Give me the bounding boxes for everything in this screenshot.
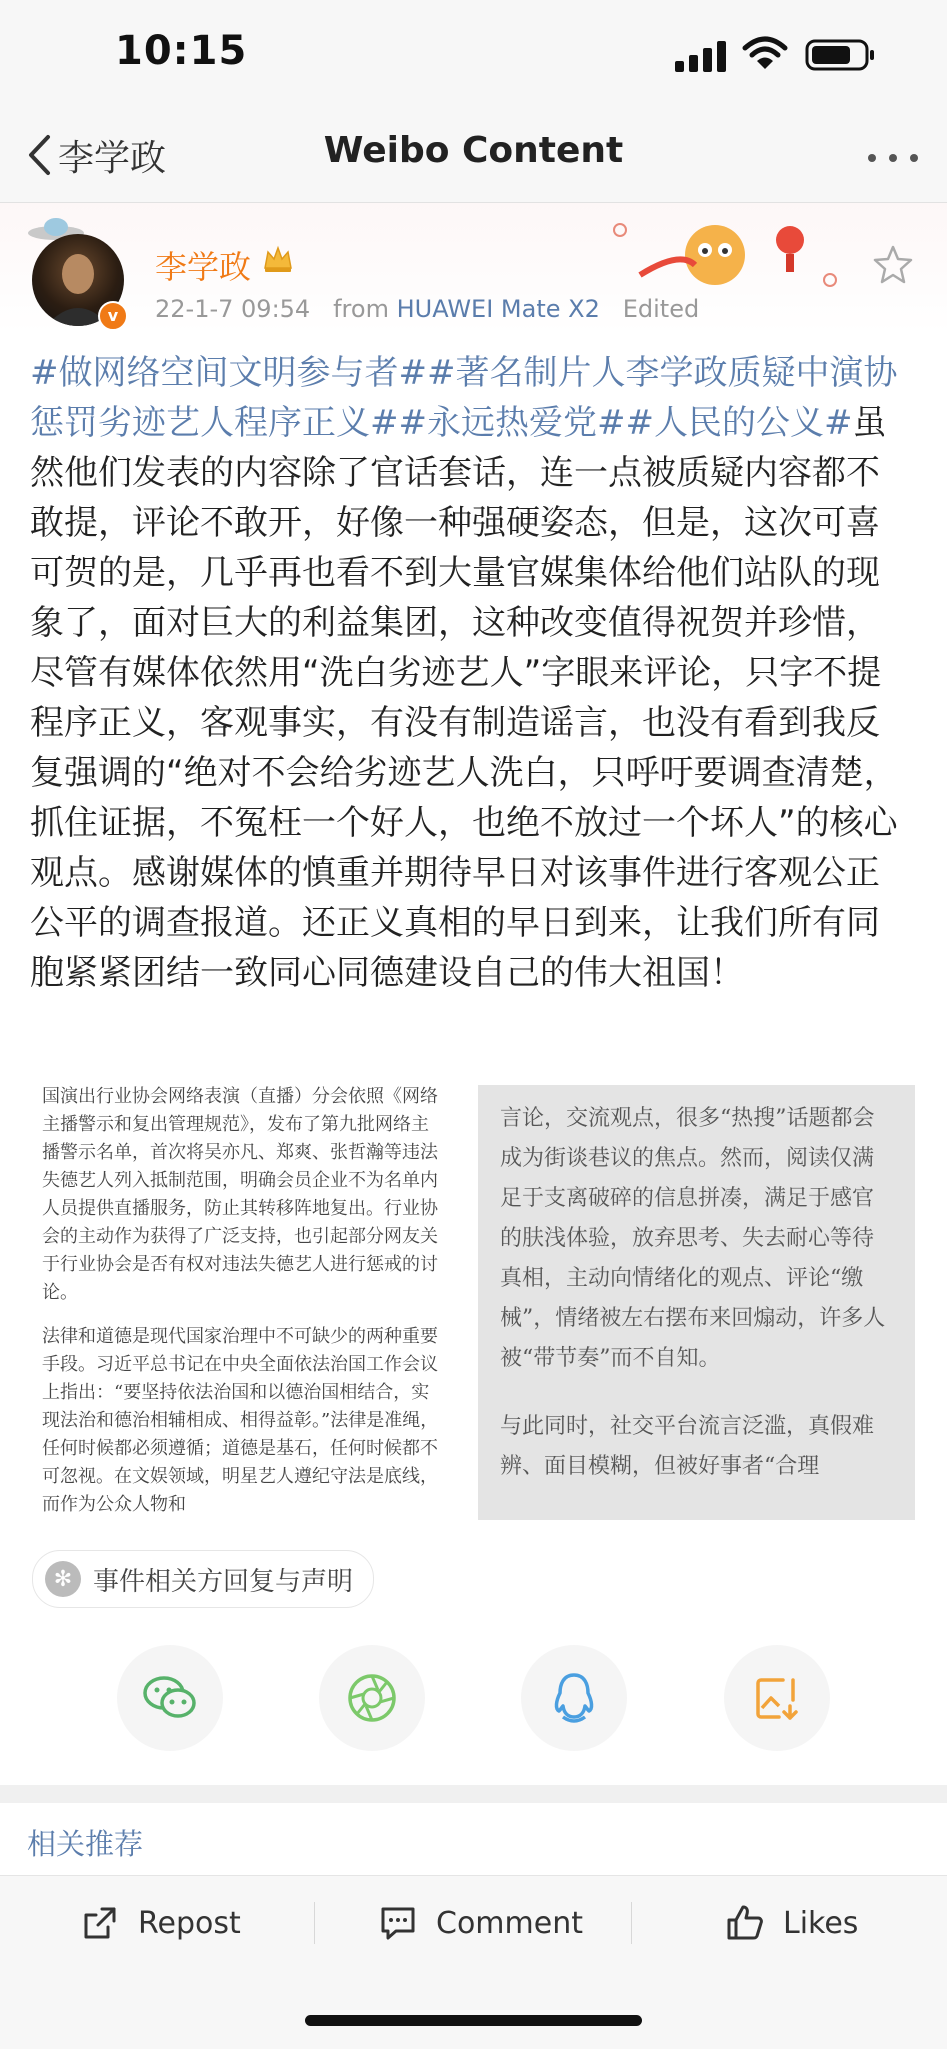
topic-chip[interactable] [32,1550,374,1608]
battery-icon [805,38,877,76]
section-divider [0,1785,947,1803]
home-indicator [305,2015,642,2026]
repost-label: Repost [138,1905,241,1941]
wechat-icon [142,1673,198,1723]
signal-icon [675,40,731,72]
author-name[interactable]: 李学政 [155,248,252,286]
like-button[interactable] [725,1898,858,1948]
post-body: 虽然他们发表的内容除了官话套话，连一点被质疑内容都不敢提，评论不敢开，好像一种强硬姿态，但是，这次可喜可贺的是，几乎再也看不到大量官媒集体给他们站队的现象了，面对巨大的利益集团，这种改变值得祝贺并珍惜，尽管有媒体依然用“洗白劣迹艺人”字眼来评论，只字不提程序正义，客观事实，有没有制造谣言，也没有看到我反复强调的“绝对不会给劣迹艺人洗白，只呼吁要调查清楚，抓住证据，不冤枉一个好人，也绝不放过一个坏人”的核心观点。感谢媒体的慎重并期待早日对该事件进行客观公正公平的调查报道。还正义真相的早日到来，让我们所有同胞紧紧团结一致同心同德建设自己的伟大祖国！ [30,403,898,993]
image-text-left-p2: 法律和道德是现代国家治理中不可缺少的两种重要手段。习近平总书记在中央全面依法治国工作会议上指出：“要坚持依法治国和以德治国相结合，实现法治和德治相辅相成、相得益彰。”法律是准绳，任何时候都必须遵循；道德是基石，任何时候都不可忽视。在文娱领域，明星艺人遵纪守法是底线，而作为公众人物和 [42,1326,439,1515]
likes-label: Likes [783,1905,859,1941]
comment-label: Comment [436,1905,583,1941]
repost-icon [80,1903,120,1943]
back-label[interactable]: 李学政 [58,138,167,179]
image-text-right-p1: 言论，交流观点，很多“热搜”话题都会成为街谈巷议的焦点。然而，阅读仅满足于支离破碎的信息拼凑，满足于感官的肤浅体验，放弃思考、失去耐心等待真相，主动向情绪化的观点、评论“缴械”，情绪被左右摆布来回煽动，许多人被“带节奏”而不自知。 [500,1106,886,1371]
toolbar-separator [631,1902,632,1944]
thumbs-up-icon [725,1903,765,1943]
post-text [30,348,910,998]
comment-button[interactable] [378,1898,583,1948]
star-icon[interactable] [873,244,913,294]
moments-aperture-icon [346,1672,398,1724]
verified-badge-icon: v [98,301,128,331]
share-qq-button[interactable] [521,1645,627,1751]
image-text-right-p2: 与此同时，社交平台流言泛滥，真假难辨、面目模糊，但被好事者“合理 [500,1414,875,1479]
qq-penguin-icon [551,1671,597,1725]
post-timestamp: 22-1-7 09:54 [155,295,311,323]
share-moments-button[interactable] [319,1645,425,1751]
post-image-left[interactable] [30,1085,455,1520]
post-meta [155,295,699,323]
page-title: Weibo Content [323,130,624,171]
status-time: 10:15 [115,28,248,74]
related-recommendations-title[interactable]: 相关推荐 [27,1827,144,1861]
save-image-icon [753,1674,801,1722]
post-image-right[interactable] [478,1085,915,1520]
festive-banner-icon [600,205,850,305]
vip-crown-icon [262,244,294,282]
more-options-icon[interactable] [865,150,921,164]
device-link[interactable]: HUAWEI Mate X2 [396,295,600,323]
repost-button[interactable] [80,1898,241,1948]
wifi-icon [742,36,788,76]
save-image-button[interactable] [724,1645,830,1751]
hashtag-links[interactable]: #做网络空间文明参与者##著名制片人李学政质疑中演协惩罚劣迹艺人程序正义##永远热爱党##人民的公义# [30,353,898,443]
edited-label: Edited [622,295,700,323]
share-wechat-button[interactable] [117,1645,223,1751]
image-text-left-p1: 国演出行业协会网络表演（直播）分会依照《网络主播警示和复出管理规范》，发布了第九批网络主播警示名单，首次将吴亦凡、郑爽、张哲瀚等违法失德艺人列入抵制范围，明确会员企业不为名单内人员提供直播服务，防止其转移阵地复出。行业协会的主动作为获得了广泛支持，也引起部分网友关于行业协会是否有权对违法失德艺人进行惩戒的讨论。 [42,1086,438,1303]
topic-label: 事件相关方回复与声明 [93,1566,354,1597]
topic-flower-icon: ✻ [45,1561,81,1597]
toolbar-separator [314,1902,315,1944]
from-label: from [333,295,389,323]
comment-icon [378,1903,418,1943]
